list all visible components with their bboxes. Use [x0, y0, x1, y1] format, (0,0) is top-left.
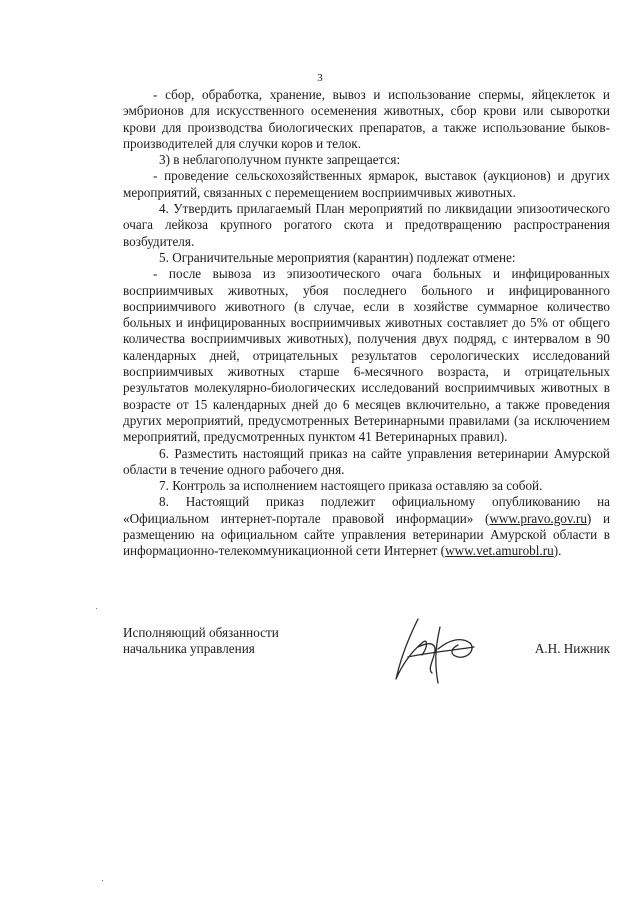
scan-speck	[102, 880, 103, 881]
scan-speck	[96, 608, 97, 609]
paragraph-item-4: 4. Утвердить прилагаемый План мероприятий по ликвидации эпизоотического очага лейкоза крупного рогатого скота и предотвращению распространения возбудителя.	[123, 201, 610, 249]
paragraph-fairs-ban: - проведение сельскохозяйственных ярмарок, выставок (аукционов) и других мероприятий, связанных с перемещением восприимчивых животных.	[123, 168, 610, 200]
paragraph-breeding-ban: - сбор, обработка, хранение, вывоз и использование спермы, яйцеклеток и эмбрионов для искусственного осеменения животных, сбор крови или сыворотки крови для производства биологических препаратов, а также использование быков-производителей для случки коров и телок.	[123, 87, 610, 151]
item-8-text-part3: ).	[553, 543, 562, 559]
paragraph-item-8	[123, 494, 610, 559]
page-number: 3	[317, 72, 323, 84]
paragraph-item-5-condition: - после вывоза из эпизоотического очага больных и инфицированных восприимчивых животных, убоя последнего больного и инфицированного восприимчивого животного (в случае, если в хозяйстве суммарное количество больных и инфицированных восприимчивых животных составляет до 5% от общего количества восприимчивых животных), получения двух подряд, с интервалом в 90 календарных дней, отрицательных результатов серологических исследований восприимчивых животных старше 6-месячного возраста, и отрицательных результатов молекулярно-биологических исследований восприимчивых животных в возрасте от 15 календарных дней до 6 месяцев включительно, а также проведения других мероприятий, предусмотренных Ветеринарными правилами (за исключением мероприятий, предусмотренных пунктом 41 Ветеринарных правил).	[123, 266, 610, 445]
signer-position-line2: начальника управления	[123, 641, 255, 657]
handwritten-signature	[378, 609, 498, 689]
pravo-link[interactable]: www.pravo.gov.ru	[489, 510, 587, 526]
item-8-text-part1: 8. Настоящий приказ подлежит официальному опубликованию на «Официальном интернет-портале правовой информации» (	[123, 494, 610, 526]
signer-name: А.Н. Нижник	[534, 641, 610, 656]
signer-position	[123, 625, 279, 658]
item-8-text-part2: ) и размещению на официальном сайте управления ветеринарии Амурской области в информационно-телекоммуникационной сети Интернет (	[123, 510, 610, 559]
paragraph-point-3-heading: 3) в неблагополучном пункте запрещается:	[159, 152, 401, 168]
signer-position-line1: Исполняющий обязанности	[123, 625, 279, 640]
paragraph-item-5: 5. Ограничительные мероприятия (карантин) подлежат отмене:	[159, 249, 516, 265]
document-body	[123, 87, 610, 560]
signature-block	[123, 625, 610, 685]
vet-amurobl-link[interactable]: www.vet.amurobl.ru	[445, 543, 554, 559]
paragraph-item-6: 6. Разместить настоящий приказ на сайте управления ветеринарии Амурской области в течение одного рабочего дня.	[123, 445, 610, 477]
paragraph-item-7: 7. Контроль за исполнением настоящего приказа оставляю за собой.	[159, 478, 543, 494]
